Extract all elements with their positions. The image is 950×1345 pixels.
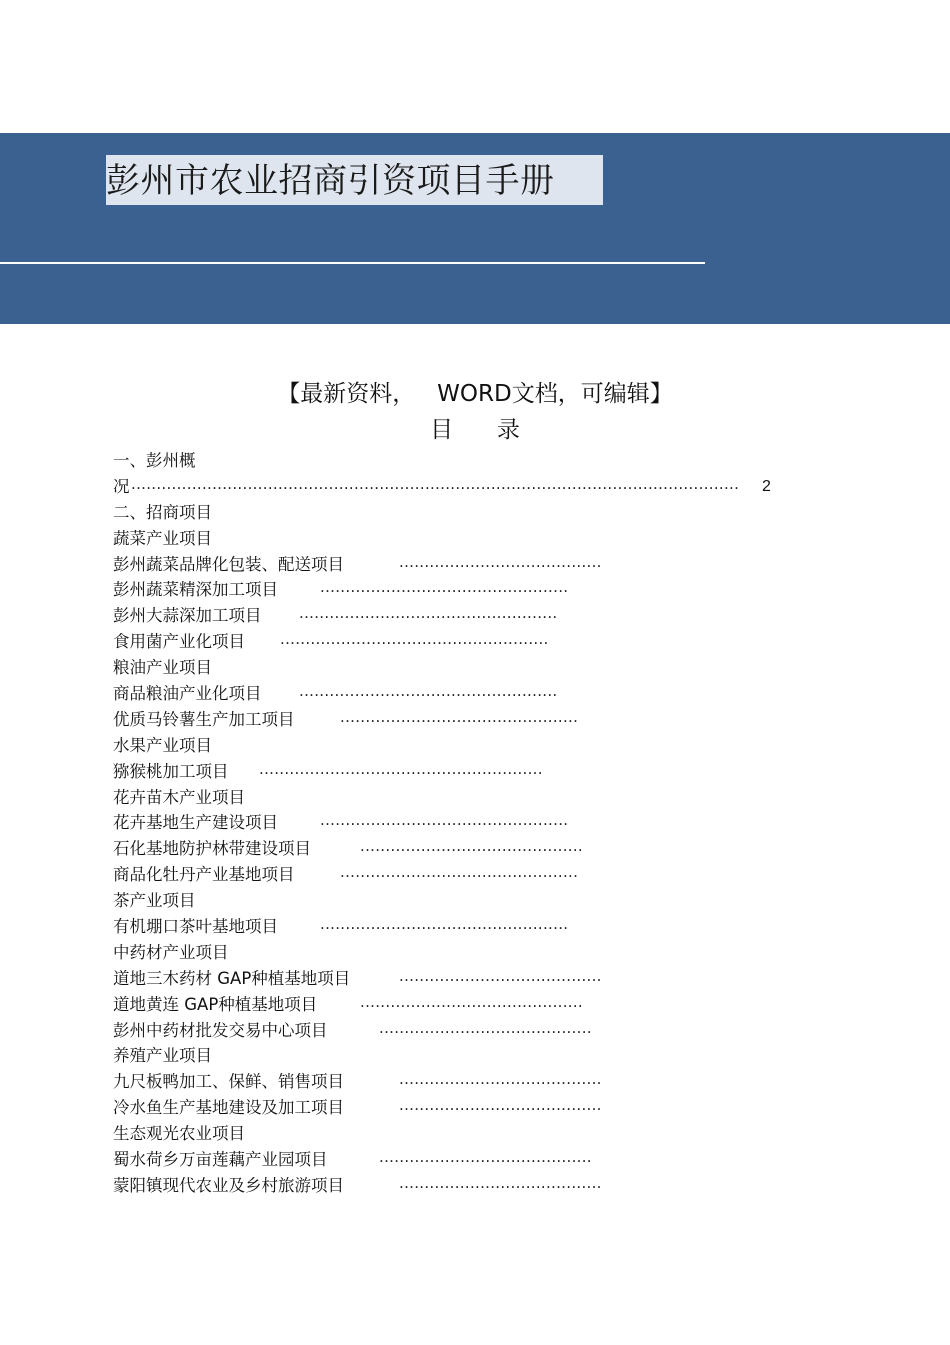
toc-entry[interactable] bbox=[113, 1095, 813, 1121]
toc-entry-label: 商品化牡丹产业基地项目 bbox=[113, 865, 295, 885]
toc-leader: .......................................... bbox=[379, 1148, 592, 1167]
toc-entry-label: 花卉苗木产业项目 bbox=[113, 787, 245, 807]
toc-leader: ........................................ bbox=[399, 1096, 602, 1115]
toc-entry[interactable] bbox=[113, 836, 813, 862]
toc-entry-label: 彭州大蒜深加工项目 bbox=[113, 606, 262, 626]
toc-entry[interactable] bbox=[113, 552, 813, 578]
toc-leader: ................................................. bbox=[320, 915, 569, 934]
toc-entry[interactable] bbox=[113, 1147, 813, 1173]
toc-entry[interactable] bbox=[113, 1069, 813, 1095]
toc-leader: ................................................. bbox=[320, 578, 569, 597]
toc-entry-label: 一、彭州概 bbox=[113, 451, 196, 470]
toc-page-number: 2 bbox=[762, 477, 771, 495]
toc-entry-label: 彭州蔬菜精深加工项目 bbox=[113, 580, 278, 600]
toc-entry-label: 彭州蔬菜品牌化包装、配送项目 bbox=[113, 554, 344, 574]
toc-entry[interactable] bbox=[113, 1018, 813, 1044]
toc-entry-label: 优质马铃薯生产加工项目 bbox=[113, 709, 295, 729]
toc-entry[interactable] bbox=[113, 888, 813, 914]
toc-entry[interactable] bbox=[113, 474, 813, 500]
document-title: 彭州市农业招商引资项目手册 bbox=[106, 161, 555, 201]
toc-heading: 目 录 bbox=[430, 417, 520, 443]
toc-entry-label: 茶产业项目 bbox=[113, 891, 196, 911]
banner-divider bbox=[0, 262, 705, 264]
toc-entry[interactable] bbox=[113, 1043, 813, 1069]
toc-leader: ................................................... bbox=[299, 604, 558, 623]
toc-entry[interactable] bbox=[113, 785, 813, 811]
toc-entry[interactable] bbox=[113, 629, 813, 655]
toc-entry-label: 道地黄连 GAP种植基地项目 bbox=[113, 994, 318, 1014]
toc-entry-label: 有机堋口茶叶基地项目 bbox=[113, 917, 278, 937]
toc-entry[interactable] bbox=[113, 603, 813, 629]
toc-entry-label: 商品粮油产业化项目 bbox=[113, 684, 262, 704]
toc-entry[interactable] bbox=[113, 526, 813, 552]
table-of-contents bbox=[113, 448, 813, 1199]
toc-entry-label: 蒙阳镇现代农业及乡村旅游项目 bbox=[113, 1175, 344, 1195]
toc-entry[interactable] bbox=[113, 914, 813, 940]
toc-leader: ............................................... bbox=[340, 863, 579, 882]
toc-entry-label: 猕猴桃加工项目 bbox=[113, 761, 229, 781]
toc-leader: ........................................................................................................................ bbox=[131, 474, 740, 493]
toc-leader: .......................................... bbox=[379, 1018, 592, 1037]
toc-entry[interactable] bbox=[113, 810, 813, 836]
toc-entry-label: 食用菌产业化项目 bbox=[113, 632, 245, 652]
toc-entry[interactable] bbox=[113, 577, 813, 603]
toc-leader: ............................................... bbox=[340, 707, 579, 726]
toc-entry[interactable] bbox=[113, 1121, 813, 1147]
toc-entry[interactable] bbox=[113, 655, 813, 681]
toc-entry-label: 冷水鱼生产基地建设及加工项目 bbox=[113, 1098, 344, 1118]
toc-leader: ..................................................... bbox=[280, 630, 549, 649]
toc-entry-label: 石化基地防护林带建设项目 bbox=[113, 839, 311, 859]
toc-entry-label: 九尺板鸭加工、保鲜、销售项目 bbox=[113, 1072, 344, 1092]
toc-leader: ........................................ bbox=[399, 1173, 602, 1192]
toc-entry-label: 中药材产业项目 bbox=[113, 942, 229, 962]
toc-entry-label: 蔬菜产业项目 bbox=[113, 528, 212, 548]
toc-entry[interactable] bbox=[113, 862, 813, 888]
document-subtitle: 【最新资料， WORD文档，可编辑】 bbox=[277, 381, 673, 407]
toc-entry-label: 花卉基地生产建设项目 bbox=[113, 813, 278, 833]
toc-leader: ................................................. bbox=[320, 811, 569, 830]
toc-entry[interactable] bbox=[113, 448, 813, 474]
toc-entry-label: 彭州中药材批发交易中心项目 bbox=[113, 1020, 328, 1040]
toc-entry[interactable] bbox=[113, 733, 813, 759]
toc-entry[interactable] bbox=[113, 759, 813, 785]
toc-entry[interactable] bbox=[113, 940, 813, 966]
toc-entry-label: 况 bbox=[113, 476, 130, 496]
toc-leader: ........................................ bbox=[399, 1070, 602, 1089]
toc-entry-label: 粮油产业项目 bbox=[113, 658, 212, 678]
toc-entry[interactable] bbox=[113, 681, 813, 707]
toc-entry[interactable] bbox=[113, 500, 813, 526]
toc-entry-label: 道地三木药材 GAP种植基地项目 bbox=[113, 968, 351, 988]
toc-entry[interactable] bbox=[113, 1173, 813, 1199]
toc-leader: ........................................ bbox=[399, 966, 602, 985]
toc-leader: ............................................ bbox=[360, 992, 583, 1011]
toc-entry-label: 生态观光农业项目 bbox=[113, 1124, 245, 1144]
toc-entry-label: 水果产业项目 bbox=[113, 735, 212, 755]
toc-entry[interactable] bbox=[113, 966, 813, 992]
toc-entry[interactable] bbox=[113, 992, 813, 1018]
toc-entry-label: 二、招商项目 bbox=[113, 502, 212, 522]
toc-leader: ........................................................ bbox=[259, 759, 543, 778]
toc-leader: ............................................ bbox=[360, 837, 583, 856]
toc-leader: ........................................ bbox=[399, 552, 602, 571]
toc-entry-label: 养殖产业项目 bbox=[113, 1046, 212, 1066]
toc-entry[interactable] bbox=[113, 707, 813, 733]
toc-leader: ................................................... bbox=[299, 682, 558, 701]
toc-entry-label: 蜀水荷乡万亩莲藕产业园项目 bbox=[113, 1150, 328, 1170]
